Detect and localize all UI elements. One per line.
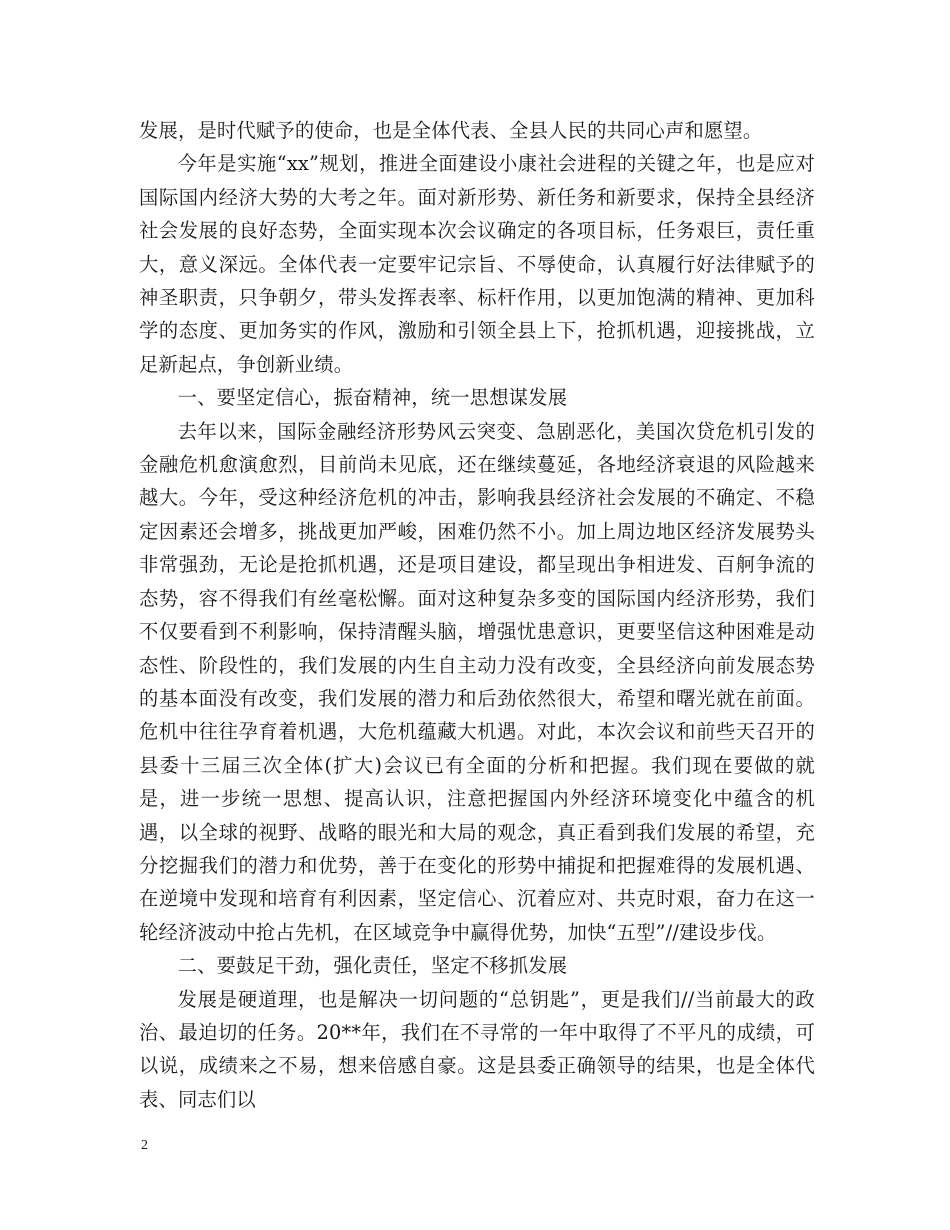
paragraph-4: 发展是硬道理，也是解决一切问题的“总钥匙”，更是我们//当前最大的政治、最迫切的任务。20**年，我们在不寻常的一年中取得了不平凡的成绩，可以说，成绩来之不易，想来倍感自豪。这是县委正确领导的结果，也是全体代表、同志们以: [139, 987, 815, 1111]
paragraph-1: 发展，是时代赋予的使命，也是全体代表、全县人民的共同心声和愿望。: [139, 119, 763, 142]
section-heading-2: 二、要鼓足干劲，强化责任，坚定不移抓发展: [177, 954, 568, 978]
paragraph-2: 今年是实施“xx”规划，推进全面建设小康社会进程的关键之年，也是应对国际国内经济大势的大考之年。面对新形势、新任务和新要求，保持全县经济社会发展的良好态势，全面实现本次会议确定的各项目标，任务艰巨，责任重大，意义深远。全体代表一定要牢记宗旨、不辱使命，认真履行好法律赋予的神圣职责，只争朝夕，带头发挥表率、标杆作用，以更加饱满的精神、更加科学的态度、更加务实的作风，激励和引领全县上下，抢抓机遇，迎接挑战，立足新起点，争创新业绩。: [139, 152, 815, 376]
page-number: 2: [141, 1138, 148, 1153]
paragraph-3: 去年以来，国际金融经济形势风云突变、急剧恶化，美国次贷危机引发的金融危机愈演愈烈，目前尚未见底，还在继续蔓延，各地经济衰退的风险越来越大。今年，受这种经济危机的冲击，影响我县经济社会发展的不确定、不稳定因素还会增多，挑战更加严峻，困难仍然不小。加上周边地区经济发展势头非常强劲，无论是抢抓机遇，还是项目建设，都呈现出争相进发、百舸争流的态势，容不得我们有丝毫松懈。面对这种复杂多变的国际国内经济形势，我们不仅要看到不利影响，保持清醒头脑，增强忧患意识，更要坚信这种困难是动态性、阶段性的，我们发展的内生自主动力没有改变，全县经济向前发展态势的基本面没有改变，我们发展的潜力和后劲依然很大，希望和曙光就在前面。危机中往往孕育着机遇，大危机蕴藏大机遇。对此，本次会议和前些天召开的县委十三届三次全体(扩大)会议已有全面的分析和把握。我们现在要做的就是，进一步统一思想、提高认识，注意把握国内外经济环境变化中蕴含的机遇，以全球的视野、战略的眼光和大局的观念，真正看到我们发展的希望，充分挖掘我们的潜力和优势，善于在变化的形势中捕捉和把握难得的发展机遇、在逆境中发现和培育有利因素，坚定信心、沉着应对、共克时艰，奋力在这一轮经济波动中抢占先机，在区域竞争中赢得优势，加快“五型”//建设步伐。: [139, 419, 815, 944]
section-heading-1: 一、要坚定信心，振奋精神，统一思想谋发展: [177, 386, 568, 410]
document-body: [139, 114, 815, 1116]
